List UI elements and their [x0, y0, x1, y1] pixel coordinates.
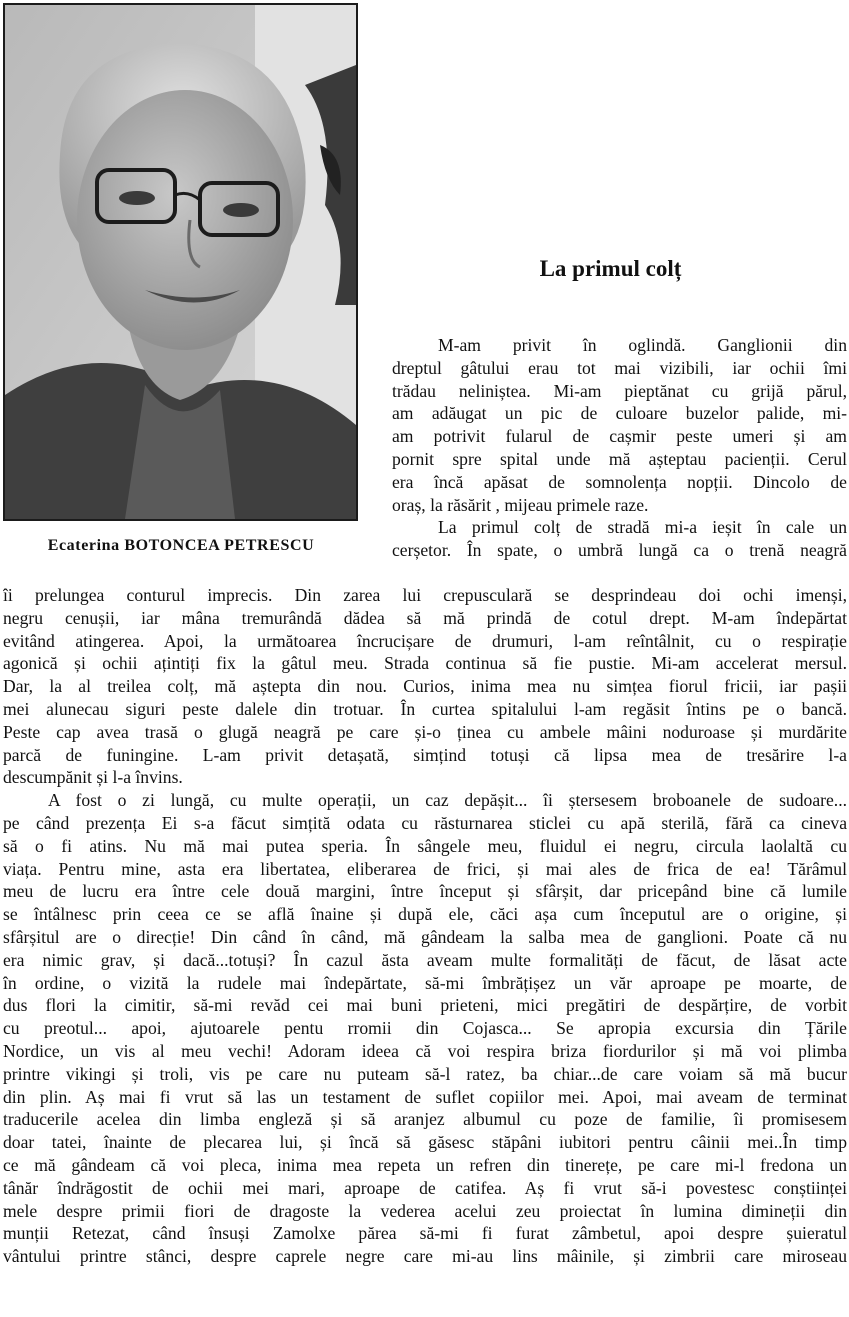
- author-name: Ecaterina BOTONCEA PETRESCU: [47, 537, 315, 554]
- text-line: traducerile acelea din limba engleză și să aranjez albumul cu poze de familie, îi promisesem: [3, 1109, 847, 1130]
- text-line: parcă de funingine. L-am privit detașată, simțind totuși că lipsa mea de tresărire l-a: [3, 744, 847, 765]
- text-line: Dar, la al treilea colț, mă aștepta din nou. Curios, inima mea nu simțea fiorul fricii, iar pașii: [3, 676, 847, 697]
- article-title: La primul colț: [539, 256, 682, 281]
- text-line: pornit spre spital unde mă așteptau pacienții. Cerul: [392, 448, 847, 469]
- text-line: Peste cap avea trasă o glugă neagră pe care și-o ținea cu ambele mâini noduroase și murdărite: [3, 721, 847, 742]
- text-line: mele despre primii fiori de dragoste la vederea acelui zeu proiectat în lumina dimineții din: [3, 1200, 847, 1221]
- text-line: cerșetor. În spate, o umbră lungă ca o trenă neagră: [392, 540, 847, 561]
- text-line: mei alunecau siguri peste dalele din trotuar. În curtea spitalului l-am regăsit întins pe o bancă.: [3, 698, 847, 719]
- text-line: tânăr îndrăgostit de ochii mei mari, aproape de catifea. Aș fi vrut să-i povestesc conștiinței: [3, 1177, 847, 1198]
- text-line: ce mă gândeam că voi pleca, inima mea repeta un refren din tinerețe, pe care mi-l fredona un: [3, 1154, 847, 1175]
- text-line: dus flori la cimitir, să-mi revăd cei mai buni prieteni, mici pregătiri de despărțire, de vorbit: [3, 995, 847, 1016]
- text-line: munții Retezat, când însuși Zamolxe părea să-mi fi furat zâmbetul, apoi despre șuieratul: [3, 1223, 847, 1244]
- text-line: dreptul gâtului erau tot mai vizibili, iar ochii îmi: [392, 357, 847, 378]
- author-portrait-photo: [3, 3, 358, 521]
- text-line: printre vikingi și troli, vis pe care nu puteam să-l ratez, ba chiar...de care voiam să mă bucur: [3, 1063, 847, 1084]
- text-line: evitând atingerea. Apoi, la următoarea încrucișare de drumuri, l-am reîntâlnit, cu o respirație: [3, 630, 847, 651]
- text-line: descumpănit și l-a învins.: [3, 767, 183, 788]
- text-line: sfârșitul are o direcție! Din când în când, mă gândeam la salba mea de ganglioni. Poate că nu: [3, 926, 847, 947]
- portrait-illustration: [5, 5, 356, 519]
- text-line: viața. Pentru mine, asta era libertatea, eliberarea de frici, și mai ales de frica de ea! Tărâmul: [3, 858, 847, 879]
- text-line: pe când prezența Ei s-a făcut simțită odata cu răsturnarea sticlei cu apă sterilă, fără ca cineva: [3, 812, 847, 833]
- text-line: am potrivit fularul de cașmir peste umeri și am: [392, 426, 847, 447]
- text-line: din plin. Aș mai fi vrut să las un testament de suflet copiilor mei. Apoi, mai aveam de terminat: [3, 1086, 847, 1107]
- text-line: vântului printre stânci, despre caprele negre care mi-au lins mâinile, și zimbrii care miroseau: [3, 1246, 847, 1267]
- text-line: era nimic grav, și dacă...totuși? În cazul ăsta aveam multe formalități de făcut, de lăsat acte: [3, 949, 847, 970]
- text-line: negru cenușii, iar mâna tremurândă dădea să mă prindă de cotul drept. M-am îndepărtat: [3, 607, 847, 628]
- text-line: meu de lucru era între cele două margini, între început și sfârșit, dar pricepând bine că lumile: [3, 881, 847, 902]
- text-line: în ordine, o vizită la rudele mai îndepărtate, să-mi îmbrățișez un văr aproape pe moarte, de: [3, 972, 847, 993]
- text-line: A fost o zi lungă, cu multe operații, un caz depășit... îi ștersesem broboanele de sudoare...: [48, 790, 847, 811]
- text-line: La primul colț de stradă mi-a ieșit în cale un: [438, 517, 847, 538]
- text-line: trădau neliniștea. Mi-am pieptănat cu grijă părul,: [392, 380, 847, 401]
- text-line: agonică și ochii ațintiți fix la gâtul meu. Strada continua să fie pustie. Mi-am accelerat mersul.: [3, 653, 847, 674]
- text-line: doar tatei, înainte de plecarea lui, și încă să găsesc stăpâni iubitori pentru câinii mei..În timp: [3, 1132, 847, 1153]
- text-line: oraș, la răsărit , mijeau primele raze.: [392, 494, 649, 515]
- text-column-narrow: [392, 334, 847, 562]
- text-line: Nordice, un vis al meu vechi! Adoram ideea că voi respira briza fiordurilor și mă voi plimba: [3, 1040, 847, 1061]
- text-line: era încă apăsat de somnolența nopții. Dincolo de: [392, 471, 847, 492]
- text-line: cu preotul... apoi, ajutoarele pentu rromii din Cojasca... Se apropia excursia din Țările: [3, 1018, 847, 1039]
- text-line: să o fi atins. Nu mă mai putea speria. În sângele meu, fluidul ei negru, circula laolaltă cu: [3, 835, 847, 856]
- text-line: M-am privit în oglindă. Ganglionii din: [438, 335, 847, 355]
- text-line: am adăugat un pic de culoare buzelor palide, mi-: [392, 403, 847, 424]
- text-line: se întâlnesc prin ceea ce se află înaine și după ele, căci așa cum începutul are o origine, și: [3, 904, 847, 925]
- text-column-full: [3, 584, 847, 1268]
- text-line: îi prelungea conturul imprecis. Din zarea lui crepusculară se desprindeau doi ochi imenși,: [3, 585, 847, 605]
